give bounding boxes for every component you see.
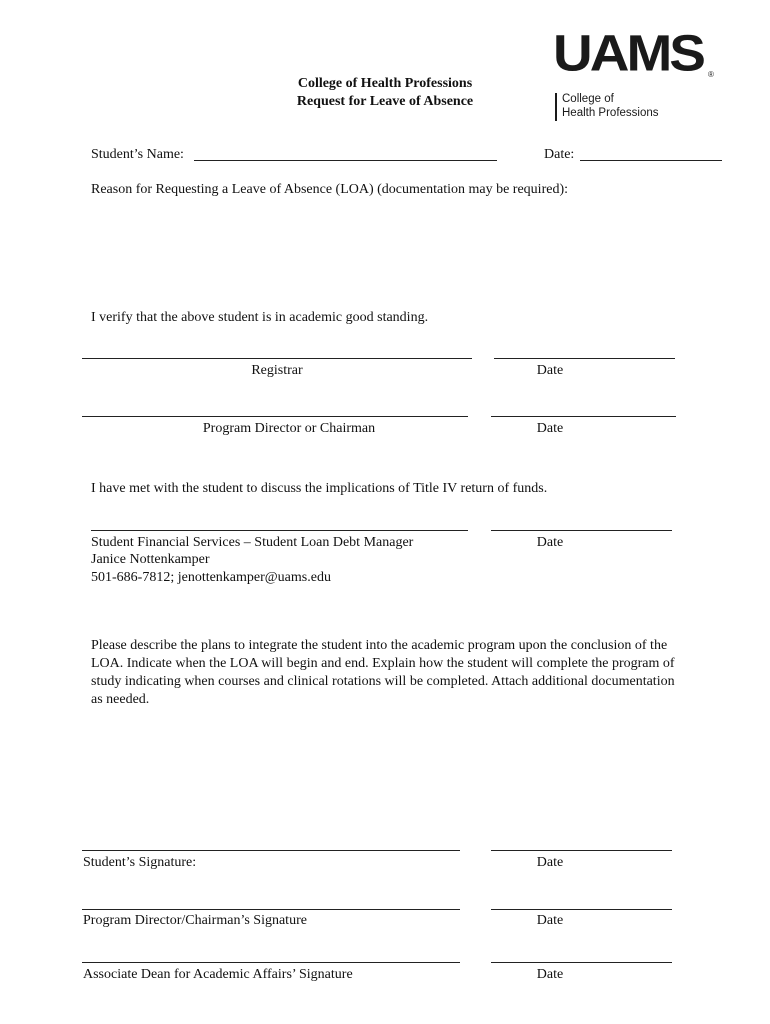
good-standing-statement: I verify that the above student is in academic good standing. bbox=[91, 310, 429, 325]
registrar-date-line[interactable] bbox=[494, 358, 675, 359]
plans-instructions: Please describe the plans to integrate the student into the academic program upon the conclusion of the LOA. Indicate when the LOA will begin and end. Explain how the student will complete the program of study indicating when courses and clinical rotations will be completed. Attach additional documentation as needed. bbox=[91, 638, 675, 707]
logo-wordmark: UAMS bbox=[553, 24, 703, 82]
dean-signature-label: Associate Dean for Academic Affairs’ Signature bbox=[83, 967, 353, 982]
director-date-line[interactable] bbox=[491, 416, 676, 417]
director-chair-signature-line[interactable] bbox=[82, 909, 460, 910]
director-chair-signature-label: Program Director/Chairman’s Signature bbox=[83, 913, 307, 928]
logo-subtitle-line2: Health Professions bbox=[562, 107, 659, 119]
director-date-label: Date bbox=[536, 421, 564, 436]
director-chair-date-line[interactable] bbox=[491, 909, 672, 910]
sfs-date-label: Date bbox=[536, 535, 564, 550]
logo-divider bbox=[555, 93, 557, 121]
sfs-contact-info: 501-686-7812; jenottenkamper@uams.edu bbox=[91, 570, 331, 585]
dean-signature-line[interactable] bbox=[82, 962, 460, 963]
form-title-line2: Request for Leave of Absence bbox=[296, 94, 474, 109]
director-signature-line[interactable] bbox=[82, 416, 468, 417]
form-title-line1: College of Health Professions bbox=[297, 76, 473, 91]
director-chair-date-label: Date bbox=[536, 913, 564, 928]
dean-date-label: Date bbox=[536, 967, 564, 982]
plans-text-area[interactable] bbox=[91, 715, 681, 835]
date-label: Date: bbox=[544, 147, 575, 162]
date-field[interactable] bbox=[580, 160, 722, 161]
student-name-field[interactable] bbox=[194, 160, 497, 161]
logo-subtitle-line1: College of bbox=[562, 93, 614, 105]
sfs-contact-name: Janice Nottenkamper bbox=[91, 552, 210, 567]
logo-registered-mark: ® bbox=[708, 70, 714, 79]
title-iv-statement: I have met with the student to discuss the implications of Title IV return of funds. bbox=[91, 481, 548, 496]
sfs-date-line[interactable] bbox=[491, 530, 672, 531]
dean-date-line[interactable] bbox=[491, 962, 672, 963]
sfs-label: Student Financial Services – Student Loan Debt Manager bbox=[91, 535, 414, 550]
registrar-date-label: Date bbox=[536, 363, 564, 378]
student-signature-date-label: Date bbox=[536, 855, 564, 870]
student-signature-line[interactable] bbox=[82, 850, 460, 851]
reason-text-area[interactable] bbox=[91, 202, 721, 297]
student-signature-label: Student’s Signature: bbox=[83, 855, 197, 870]
student-signature-date-line[interactable] bbox=[491, 850, 672, 851]
reason-label: Reason for Requesting a Leave of Absence (LOA) (documentation may be required): bbox=[91, 182, 568, 197]
student-name-label: Student’s Name: bbox=[91, 147, 184, 162]
registrar-signature-line[interactable] bbox=[82, 358, 472, 359]
director-label: Program Director or Chairman bbox=[202, 421, 376, 436]
registrar-label: Registrar bbox=[251, 363, 303, 378]
sfs-signature-line[interactable] bbox=[91, 530, 468, 531]
